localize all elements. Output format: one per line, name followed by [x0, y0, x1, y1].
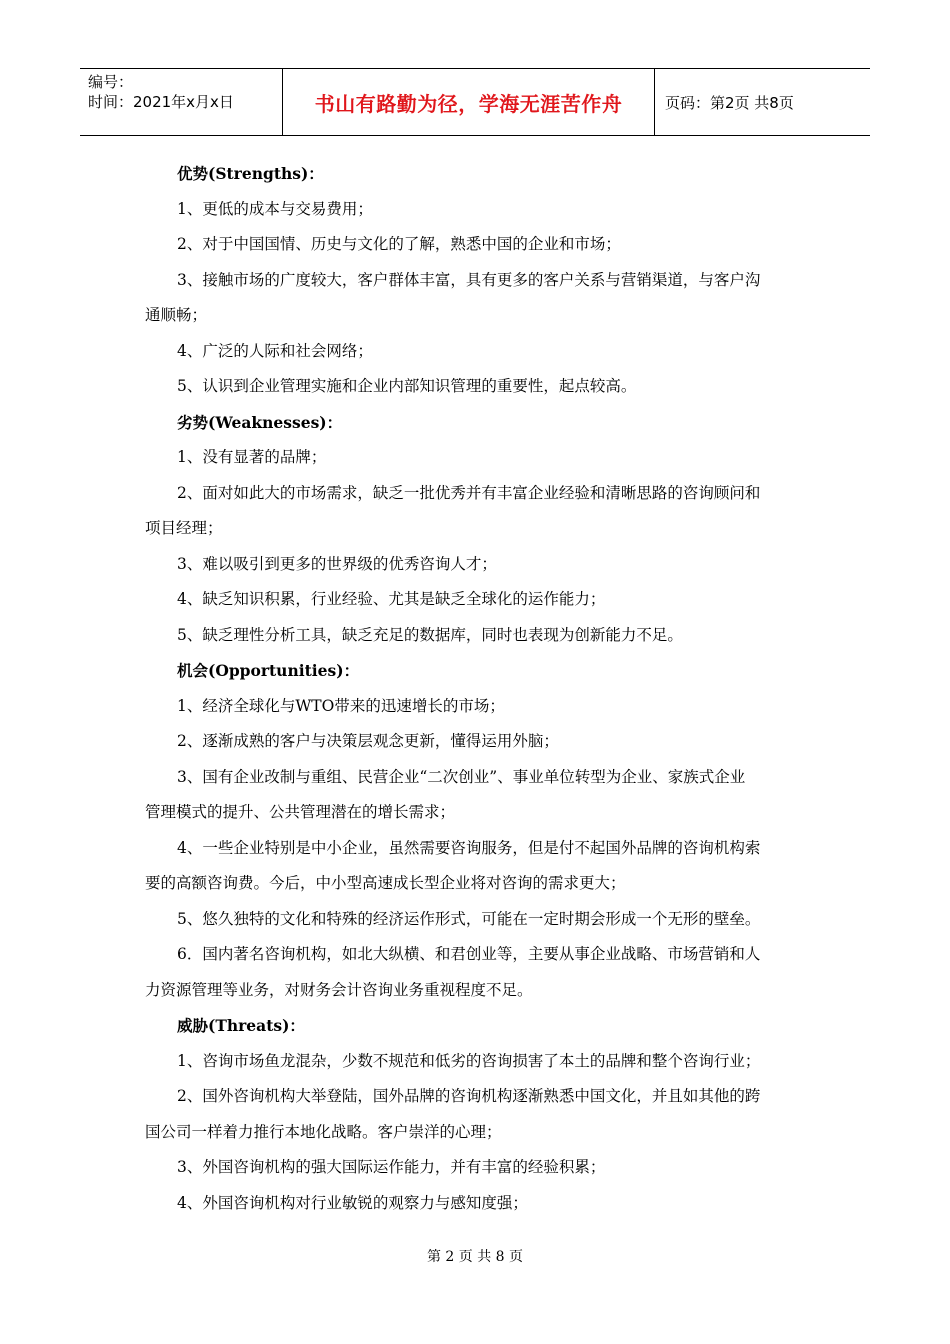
paragraph-line: 国公司一样着力推行本地化战略。客户崇洋的心理；	[145, 1122, 502, 1141]
paragraph-line: 2、对于中国国情、历史与文化的了解，熟悉中国的企业和市场；	[177, 235, 621, 253]
paragraph-line: 要的高额咨询费。今后，中小型高速成长型企业将对咨询的需求更大；	[145, 874, 626, 892]
section-heading-weaknesses: 劣势(Weaknesses)：	[177, 412, 343, 432]
paragraph-line: 1、更低的成本与交易费用；	[177, 199, 373, 218]
paragraph-line: 3、国有企业改制与重组、民营企业“二次创业”、事业单位转型为企业、家族式企业	[177, 767, 746, 786]
paragraph-line: 管理模式的提升、公共管理潜在的增长需求；	[145, 803, 456, 821]
paragraph-line: 3、外国咨询机构的强大国际运作能力，并有丰富的经验积累；	[177, 1158, 606, 1176]
section-heading-strengths: 优势(Strengths)：	[177, 164, 324, 183]
paragraph-line: 4、外国咨询机构对行业敏锐的观察力与感知度强；	[177, 1193, 528, 1212]
paragraph-line: 3、难以吸引到更多的世界级的优秀咨询人才；	[177, 554, 497, 573]
paragraph-line: 6．国内著名咨询机构，如北大纵横、和君创业等，主要从事企业战略、市场营销和人	[177, 945, 761, 963]
paragraph-line: 2、逐渐成熟的客户与决策层观念更新，懂得运用外脑；	[177, 732, 559, 750]
header-motto: 书山有路勤为径，学海无涯苦作舟	[283, 69, 655, 135]
header-meta	[80, 69, 283, 135]
paragraph-line: 通顺畅；	[145, 306, 208, 324]
paragraph-line: 5、悠久独特的文化和特殊的经济运作形式，可能在一定时期会形成一个无形的壁垒。	[177, 909, 761, 928]
paragraph-line: 2、国外咨询机构大举登陆，国外品牌的咨询机构逐渐熟悉中国文化，并且如其他的跨	[177, 1087, 761, 1105]
paragraph-line: 项目经理；	[145, 519, 223, 537]
paragraph-line: 5、认识到企业管理实施和企业内部知识管理的重要性，起点较高。	[177, 377, 637, 395]
paragraph-line: 5、缺乏理性分析工具，缺乏充足的数据库，同时也表现为创新能力不足。	[177, 625, 683, 644]
paragraph-line: 1、经济全球化与WTO带来的迅速增长的市场；	[177, 696, 505, 715]
page-footer: 第 2 页 共 8 页	[426, 1249, 524, 1265]
section-heading-threats: 威胁(Threats)：	[177, 1016, 305, 1035]
paragraph-line: 2、面对如此大的市场需求，缺乏一批优秀并有丰富企业经验和清晰思路的咨询顾问和	[177, 483, 761, 502]
document-body	[145, 156, 815, 1221]
paragraph-line: 力资源管理等业务，对财务会计咨询业务重视程度不足。	[145, 980, 533, 999]
paragraph-line: 4、广泛的人际和社会网络；	[177, 341, 373, 360]
section-heading-opportunities: 机会(Opportunities)：	[177, 661, 360, 680]
paragraph-line: 4、缺乏知识积累，行业经验、尤其是缺乏全球化的运作能力；	[177, 590, 606, 608]
paragraph-line: 1、咨询市场鱼龙混杂，少数不规范和低劣的咨询损害了本土的品牌和整个咨询行业；	[177, 1051, 761, 1070]
paragraph-line: 3、接触市场的广度较大，客户群体丰富，具有更多的客户关系与营销渠道，与客户沟	[177, 270, 761, 289]
time-label: 时间：2021年x月x日	[88, 93, 234, 111]
paragraph-line: 4、一些企业特别是中小企业，虽然需要咨询服务，但是付不起国外品牌的咨询机构索	[177, 838, 761, 857]
number-label: 编号：	[88, 73, 134, 91]
header-page-number: 页码：第2页 共8页	[665, 93, 794, 112]
page-header	[80, 68, 870, 136]
paragraph-line: 1、没有显著的品牌；	[177, 448, 327, 466]
